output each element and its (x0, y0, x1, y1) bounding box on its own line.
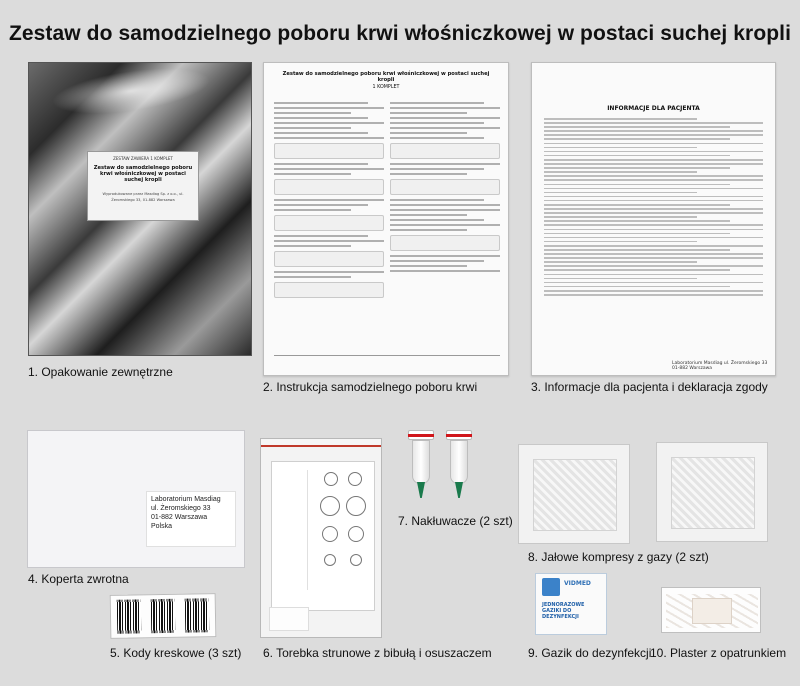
caption-packaging: 1. Opakowanie zewnętrzne (28, 365, 173, 379)
foil-shine (49, 60, 213, 122)
vidmed-logo-icon (542, 578, 560, 596)
barcode (151, 599, 176, 633)
patient-info-body (544, 118, 763, 296)
instruction-step-image (274, 251, 384, 267)
instruction-column-right (390, 99, 500, 275)
instruction-step-image (274, 143, 384, 159)
page-title: Zestaw do samodzielnego poboru krwi włośniczkowej w postaci suchej kropli (8, 22, 792, 45)
address-line: Laboratorium Masdiag (151, 496, 221, 503)
sample-circle (324, 472, 338, 486)
packaging-label-head: ZESTAW ZAWIERA 1 KOMPLET (113, 156, 173, 161)
caption-patient-info: 3. Informacje dla pacjenta i deklaracja zgody (531, 380, 768, 394)
instruction-step-image (274, 179, 384, 195)
card-label-strip (278, 470, 308, 590)
instruction-step-image (390, 143, 500, 159)
plaster-pad (692, 598, 732, 624)
barcode (117, 599, 142, 633)
caption-gauze: 8. Jałowe kompresy z gazy (2 szt) (528, 550, 709, 564)
instruction-column-left (274, 99, 384, 302)
sample-circle (320, 496, 340, 516)
patient-info-heading: INFORMACJE DLA PACJENTA (607, 105, 700, 112)
caption-envelope: 4. Koperta zwrotna (28, 572, 129, 586)
gauze-compress (518, 444, 630, 544)
wipe-text: JEDNORAZOWE GAZIKI DO DEZYNFEKCJI (542, 602, 585, 620)
lancet (446, 430, 472, 500)
envelope-address-label (146, 491, 236, 547)
address-line: 01-882 Warszawa (151, 514, 208, 521)
instruction-step-image (274, 215, 384, 231)
lancet (408, 430, 434, 500)
patient-info-sheet (531, 62, 776, 376)
caption-wipe: 9. Gazik do dezynfekcji (528, 646, 652, 660)
packaging-label-foot: Wyprodukowane przez Masdiag Sp. z o.o., ul. Żeromskiego 33, 01-882 Warszawa (102, 192, 184, 202)
sample-circle (348, 526, 364, 542)
blood-collection-card (271, 461, 375, 611)
address-line: Polska (151, 523, 173, 530)
instruction-sheet (263, 62, 509, 376)
barcode (185, 598, 210, 632)
string-bag (260, 438, 382, 638)
plaster-with-dressing (661, 587, 761, 633)
sample-circle (348, 472, 362, 486)
bag-zip-seal (261, 439, 381, 447)
instruction-footer (274, 355, 500, 369)
sample-circle (324, 554, 336, 566)
caption-instructions: 2. Instrukcja samodzielnego poboru krwi (263, 380, 478, 394)
gauze-compress (656, 442, 768, 542)
wipe-brand: VIDMED (564, 580, 591, 587)
instruction-sheet-title: Zestaw do samodzielnego poboru krwi włośniczkowej w postaci suchej kropli (282, 71, 490, 83)
address-line: ul. Żeromskiego 33 (151, 505, 211, 512)
sample-circle (346, 496, 366, 516)
packaging-label (87, 151, 199, 221)
sample-circle (350, 554, 362, 566)
instruction-step-image (390, 179, 500, 195)
packaging-label-title: Zestaw do samodzielnego poboru krwi włośniczkowej w postaci suchej kropli (93, 165, 193, 183)
outer-packaging-foil (28, 62, 252, 356)
barcode-labels (110, 593, 217, 639)
disinfection-wipe (535, 573, 607, 635)
patient-info-signature: Laboratorium Masdiag ul. Żeromskiego 33 01-882 Warszawa (672, 361, 768, 371)
instruction-sheet-subtitle: 1 KOMPLET (372, 85, 400, 90)
caption-bag: 6. Torebka strunowe z bibułą i osuszaczem (263, 646, 492, 660)
sample-circle (322, 526, 338, 542)
caption-lancets: 7. Nakłuwacze (2 szt) (398, 514, 513, 528)
instruction-step-image (274, 282, 384, 298)
desiccant-pack (269, 607, 309, 631)
caption-plaster: 10. Plaster z opatrunkiem (650, 646, 787, 660)
caption-barcodes: 5. Kody kreskowe (3 szt) (110, 646, 242, 660)
instruction-step-image (390, 235, 500, 251)
return-envelope (27, 430, 245, 568)
